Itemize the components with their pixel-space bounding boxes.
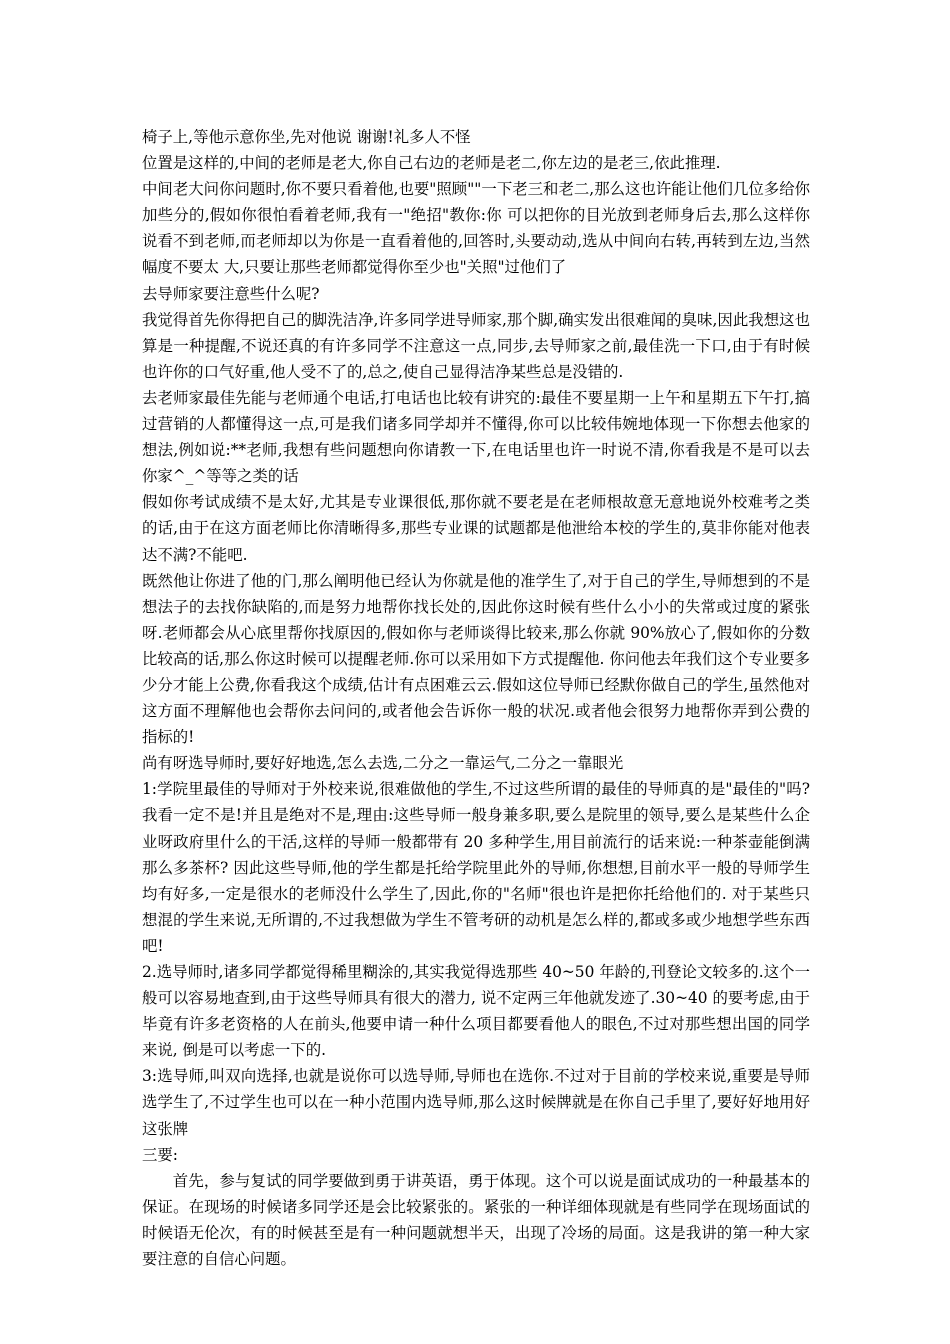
paragraph: 假如你考试成绩不是太好,尤其是专业课很低,那你就不要老是在老师根故意无意地说外校难考之类的话,由于在这方面老师比你清晰得多,那些专业课的试题都是他泄给本校的学生的,莫非你能对他表达不满?不能吧. [142,493,810,564]
list-item: 1:学院里最佳的导师对于外校来说,很难做他的学生,不过这些所谓的最佳的导师真的是"最佳的"吗?我看一定不是!并且是绝对不是,理由:这些导师一般身兼多职,要么是院里的领导,要么是某些什么企业呀政府里什么的干活,这样的导师一般都带有 20 多种学生,用目前流行的话来说:一种茶壶能倒满那么多茶杯? 因此这些导师,他的学生都是托给学院里此外的导师,你想想,目前水平一般的导师学生均有好多,一定是很水的老师没什么学生了,因此,你的"名师"很也许是把你托给他们的. 对于某些只想混的学生来说,无所谓的,不过我想做为学生不管考研的动机是怎么样的,都或多或少地想学些东西吧! [142,780,810,955]
paragraph: 我觉得首先你得把自己的脚洗洁净,许多同学进导师家,那个脚,确实发出很难闻的臭味,因此我想这也算是一种提醒,不说还真的有许多同学不注意这一点,同步,去导师家之前,最佳洗一下口,由于有时候也许你的口气好重,他人受不了的,总之,使自己显得洁净某些总是没错的. [142,310,810,381]
list-item: 3:选导师,叫双向选择,也就是说你可以选导师,导师也在选你.不过对于目前的学校来说,重要是导师选学生了,不过学生也可以在一种小范围内选导师,那么这时候牌就是在你自己手里了,要好好地用好这张牌 [142,1067,810,1138]
paragraph: 去老师家最佳先能与老师通个电话,打电话也比较有讲究的:最佳不要星期一上午和星期五下午打,搞过营销的人都懂得这一点,可是我们诸多同学却并不懂得,你可以比较伟婉地体现一下你想去他家的想法,例如说:**老师,我想有些问题想向你请教一下,在电话里也许一时说不清,你看我是不是可以去你家^_^等等之类的话 [142,388,810,486]
section-heading: 三要: [142,1145,178,1164]
paragraph: 首先，参与复试的同学要做到勇于讲英语，勇于体现。这个可以说是面试成功的一种最基本的保证。在现场的时候诸多同学还是会比较紧张的。紧张的一种详细体现就是有些同学在现场面试的时候语无伦次，有的时候甚至是有一种问题就想半天，出现了冷场的局面。这是我讲的第一种大家要注意的自信心问题。 [142,1171,810,1269]
section-heading: 尚有呀选导师时,要好好地选,怎么去选,二分之一靠运气,二分之一靠眼光 [142,754,624,773]
section-heading: 去导师家要注意些什么呢? [142,284,320,303]
paragraph: 位置是这样的,中间的老师是老大,你自己右边的老师是老二,你左边的是老三,依此推理. [142,154,721,173]
list-item: 2.选导师时,诸多同学都觉得稀里糊涂的,其实我觉得选那些 40~50 年龄的,刊登论文较多的.这个一般可以容易地查到,由于这些导师具有很大的潜力, 说不定两三年他就发迹了.30~40 的要考虑,由于毕竟有许多老资格的人在前头,他要申请一种什么项目都要看他人的眼色,不过对那些想出国的同学来说, 倒是可以考虑一下的. [142,963,810,1060]
paragraph: 椅子上,等他示意你坐,先对他说 谢谢!礼多人不怪 [142,128,471,146]
paragraph: 中间老大问你问题时,你不要只看着他,也要"照顾""一下老三和老二,那么这也许能让他们几位多给你加些分的,假如你很怕看着老师,我有一"绝招"教你:你 可以把你的目光放到老师身后去,那么这样你说看不到老师,而老师却以为你是一直看着他的,回答时,头要动动,选从中间向右转,再转到左边,当然幅度不要太 大,只要让那些老师都觉得你至少也"关照"过他们了 [142,180,810,277]
paragraph: 既然他让你进了他的门,那么阐明他已经认为你就是他的准学生了,对于自己的学生,导师想到的不是想法子的去找你缺陷的,而是努力地帮你找长处的,因此你这时候有些什么小小的失常或过度的紧张呀.老师都会从心底里帮你找原因的,假如你与老师谈得比较来,那么你就 90%放心了,假如你的分数比较高的话,那么你这时候可以提醒老师.你可以采用如下方式提醒他. 你问他去年我们这个专业要多少分才能上公费,你看我这个成绩,估计有点困难云云.假如这位导师已经默你做自己的学生,虽然他对这方面不理解他也会帮你去问问的,或者他会告诉你一般的状况.或者他会很努力地帮你弄到公费的指标的! [142,571,810,747]
document-body [142,124,810,1272]
